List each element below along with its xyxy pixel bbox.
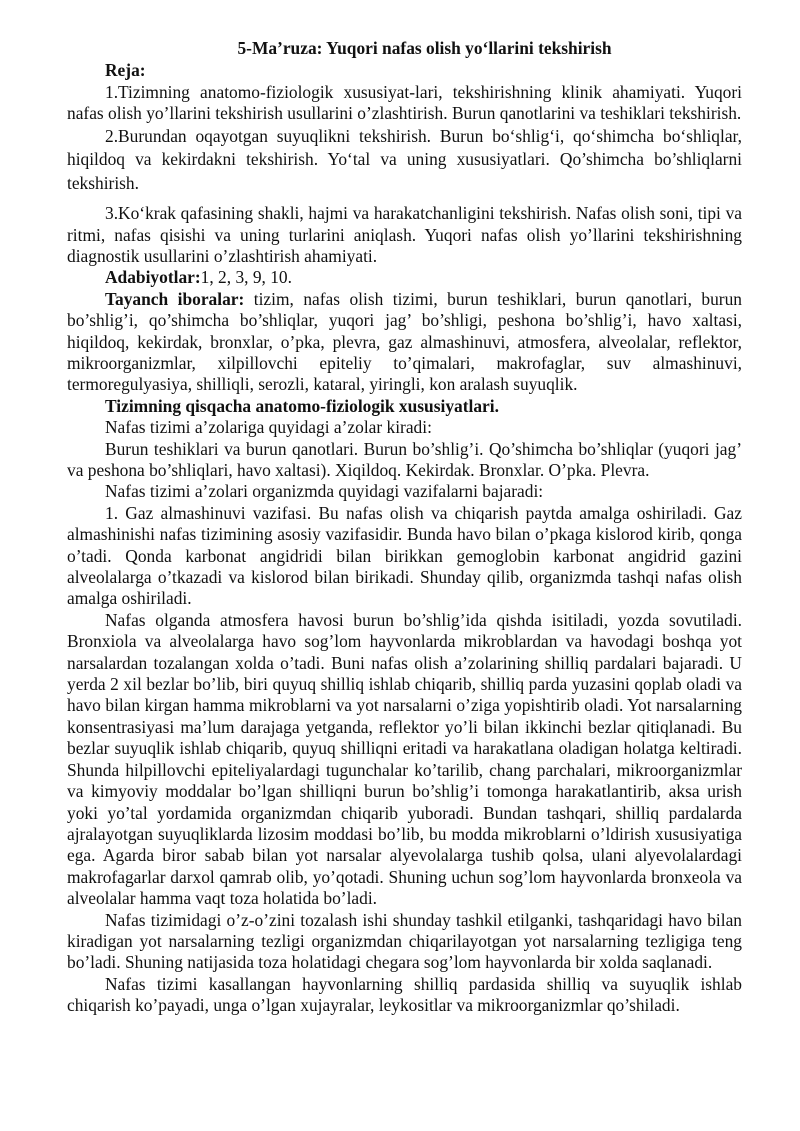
body-paragraph-2: Burun teshiklari va burun qanotlari. Burun bo’shlig’i. Qo’shimcha bo’shliqlar (yuqori jag’ va peshona bo’shliqlari, havo xaltasi). Xiqildoq. Kekirdak. Bronxlar. O’pka. Plevra. [67,438,742,480]
plan-label: Reja: [105,60,146,81]
keywords-text: tizim, nafas olish tizimi, burun teshiklari, burun qanotlari, burun bo’shlig’i, qo’shimcha bo’shliqlar, yuqori jag’ bo’shligi, peshona bo’shlig’i, havo xaltasi, hiqildoq, kekirdak, bronxlar, o’pka, plevra, gaz almashinuvi, atmosfera, alveolalar, reflektor, mikroorganizmlar, xilpillovchi epiteliy to’qimalari, makrofaglar, suv almashinuvi, termoregulyasiya, shilliqli, serozli, kataral, yiringli, kon aralash suyuqlik. [67,288,742,395]
body-paragraph-5: Nafas olganda atmosfera havosi burun bo’shlig’ida qishda isitiladi, yozda sovutiladi. Bronxiola va alveolalarga havo sog’lom hayvonlarda mikroblardan va havodagi boshqa yot narsalardan tozalangan xolda o’tadi. Buni nafas olish a’zolarining shilliq pardalari bajaradi. U yerda 2 xil bezlar bo’lib, biri quyuq shilliq ishlab chiqarib, shilliq parda yuzasini qoplab oladi va havo bilan kirgan hamma mikroblarni va yot narsalarni o’ziga yopishtirib oladi. Yot narsalarning konsentrasiyasi ma’lum darajaga yetganda, reflektor yo’li bilan ikkinchi bezlar qitiqlanadi. Bu bezlar suyuqlik ishlab chiqarib, quyuq shilliqni eritadi va harakatlana oladigan holatga keltiradi. Shunda hilpillovchi epiteliyalardagi tugunchalar ko’tarilib, chang parchalari, mikroorganizmlar va kimyoviy moddalar bo’lgan shilliqni burun bo’shlig’i tomonga harakatlantirib, aksa urish yoki yo’tal yordamida organizmdan chiqarib yuboradi. Bundan tashqari, shilliq pardalarda ajralayotgan suyuqliklarda lizosim moddasi bo’lib, bu modda mikroblarni o’ldirish xususiyatiga ega. Agarda biror sabab bilan yot narsalar alyevolalarga tushib qolsa, ulani alyevolalardagi makrofagarlar darxol qamrab olib, yo’qotadi. Shuning uchun sog’lom hayvonlarda bronxeola va alveolalar hamma vaqt toza holatida bo’ladi. [67,609,742,909]
section-heading: Tizimning qisqacha anatomo-fiziologik xususiyatlari. [105,395,499,416]
literature-text: 1, 2, 3, 9, 10. [200,267,292,288]
body-paragraph-1: Nafas tizimi a’zolariga quyidagi a’zolar kiradi: [105,417,432,438]
plan-item-1: 1.Tizimning anatomo-fiziologik xususiyat-lari, tekshirishning klinik ahamiyati. Yuqori nafas olish yo’llarini tekshirish usullarini o’zlashtirish. Burun qanotlarini va teshiklari tekshirish. [67,81,742,124]
body-paragraph-4: 1. Gaz almashinuvi vazifasi. Bu nafas olish va chiqarish paytda amalga oshiriladi. Gaz almashinishi nafas tizimining asosiy vazifasidir. Bunda havo bilan o’pkaga kislorod kirib, qonga o’tadi. Qonda karbonat angidridi bilan birikkan gemoglobin karbonat angidrid gazini alveolalarga o’tkazadi va kislorod bilan birikadi. Shunday qilib, organizmda tashqi nafas olish amalga oshiriladi. [67,502,742,609]
literature-paragraph [67,267,742,288]
keywords-label: Tayanch iboralar: [105,288,245,309]
lecture-title: 5-Ma’ruza: Yuqori nafas olish yo‘llarini tekshirish [237,38,612,58]
body-paragraph-6: Nafas tizimidagi o’z-o’zini tozalash ishi shunday tashkil etilganki, tashqaridagi havo bilan kiradigan yot narsalarning tezligi organizmdan chiqarilayotgan yot narsalarning tezligiga teng bo’ladi. Shuning natijasida toza holatidagi chegara sog’lom hayvonlarda bir xolda saqlanadi. [67,909,742,973]
literature-label: Adabiyotlar: [105,267,201,288]
document-page [67,38,742,1017]
keywords-paragraph [67,289,742,396]
body-paragraph-3: Nafas tizimi a’zolari organizmda quyidagi vazifalarni bajaradi: [105,481,544,502]
plan-item-3: 3.Ko‘krak qafasining shakli, hajmi va harakatchanligini tekshirish. Nafas olish soni, tipi va ritmi, nafas qisishi va uning turlarini aniqlash. Yuqori nafas olish yo’llarini tekshirishning diagnostik usullarini o’zlashtirish ahamiyati. [67,203,742,266]
body-paragraph-7: Nafas tizimi kasallangan hayvonlarning shilliq pardasida shilliq va suyuqlik ishlab chiqarish ko’payadi, unga o’lgan xujayralar, leykositlar va mikroorganizmlar qo’shiladi. [67,973,742,1016]
plan-item-2: 2.Burundan oqayotgan suyuqlikni tekshirish. Burun bo‘shlig‘i, qo‘shimcha bo‘shliqlar, hiqildoq va kekirdakni tekshirish. Yo‘tal va uning xususiyatlari. Qo’shimcha bo’shliqlarni tekshirish. [67,125,742,193]
